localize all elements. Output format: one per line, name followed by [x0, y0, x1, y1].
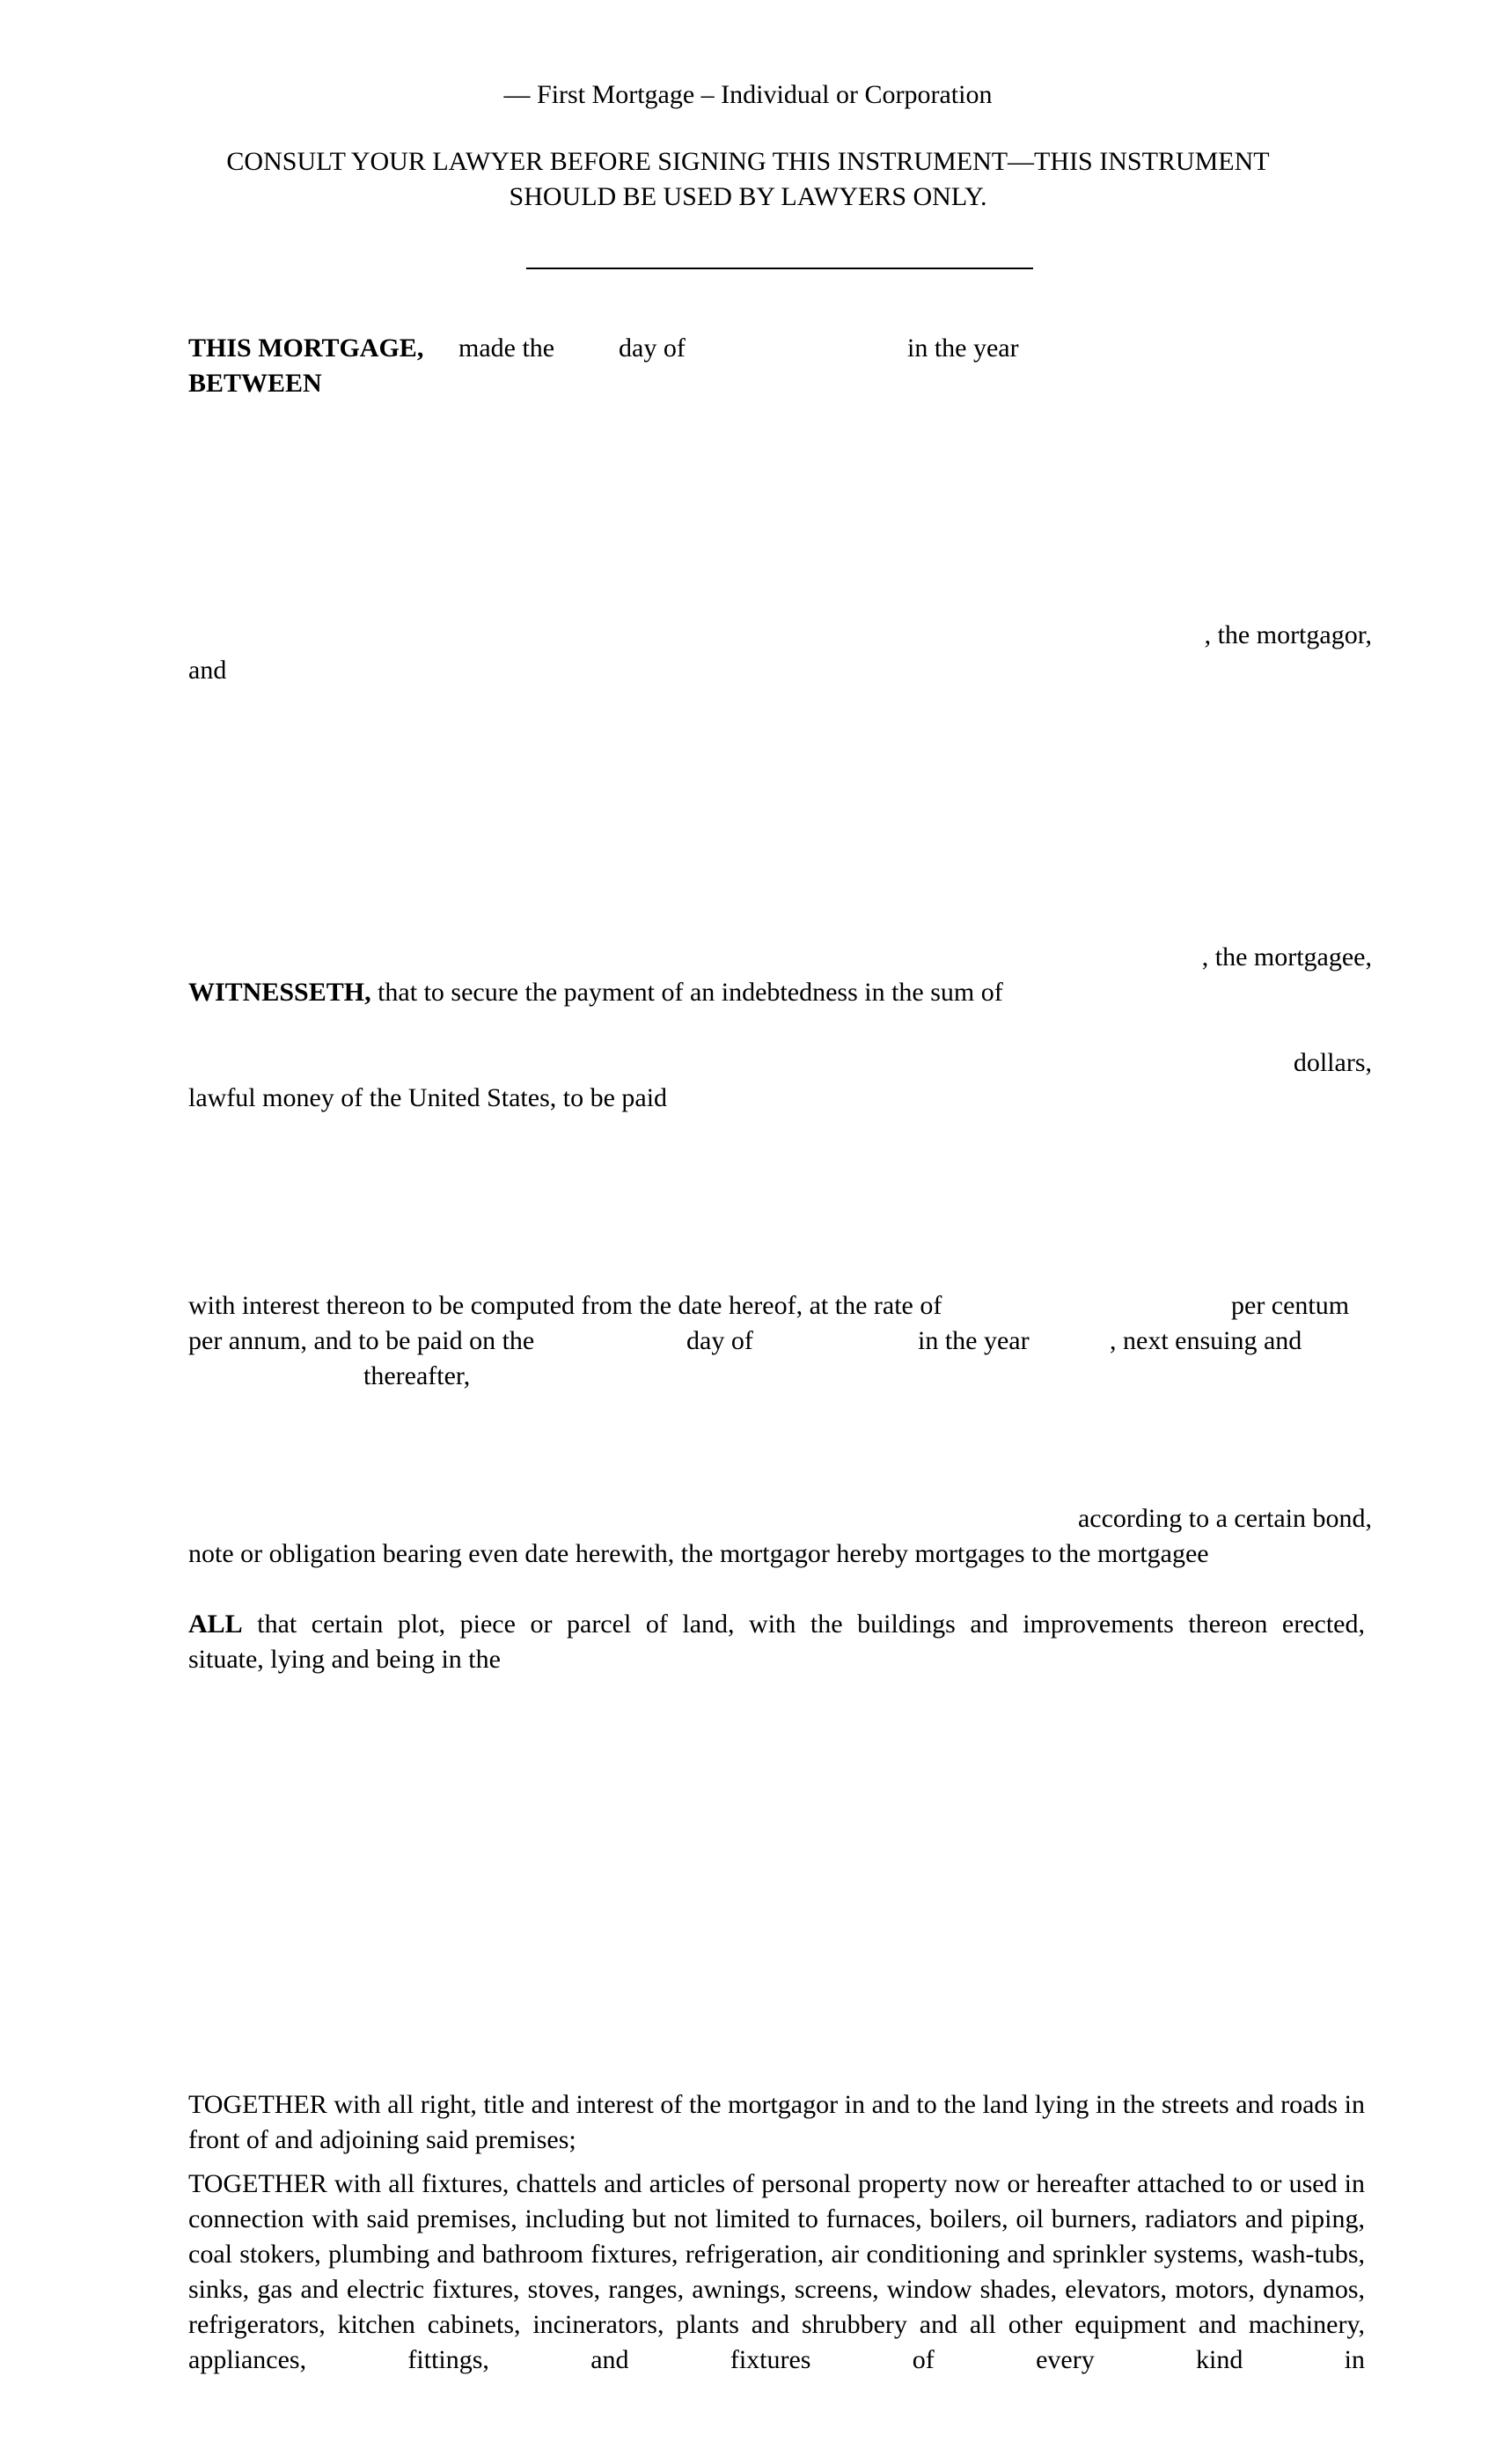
witnesseth-text: that to secure the payment of an indebtedness in the sum of: [378, 978, 1003, 1007]
between-label: BETWEEN: [188, 369, 322, 398]
and-text: and: [188, 656, 227, 685]
mortgagee-label: , the mortgagee,: [1201, 942, 1372, 972]
together-land-clause: TOGETHER with all right, title and interest of the mortgagor in and to the land lying in the streets and roads in front of and adjoining said premises;: [188, 2090, 1365, 2154]
next-ensuing-text: , next ensuing and: [1110, 1326, 1302, 1355]
all-clause-text: that certain plot, piece or parcel of land, with the buildings and improvements thereon erected,: [257, 1610, 1365, 1639]
warning-line-2: SHOULD BE USED BY LAWYERS ONLY.: [509, 182, 987, 211]
day-of-text: day of: [619, 334, 686, 363]
interest-day-of-text: day of: [686, 1326, 753, 1355]
all-clause-line-2: situate, lying and being in the: [188, 1645, 501, 1674]
all-clause-line-1: [188, 1607, 1365, 1642]
note-obligation-text: note or obligation bearing even date herewith, the mortgagor hereby mortgages to the mortgagee: [188, 1539, 1209, 1568]
interest-in-the-year-text: in the year: [918, 1326, 1030, 1355]
interest-line-1: with interest thereon to be computed from the date hereof, at the rate of: [188, 1291, 942, 1320]
according-to-bond-text: according to a certain bond,: [1077, 1504, 1372, 1533]
lawful-money-text: lawful money of the United States, to be paid: [188, 1083, 668, 1112]
per-annum-text: per annum, and to be paid on the: [188, 1326, 535, 1355]
in-the-year-text: in the year: [907, 334, 1019, 363]
together-fixtures-clause: TOGETHER with all fixtures, chattels and articles of personal property now or hereafter attached to or used in connection with said premises, including but not limited to furnaces, boilers, oil burners, radiators and piping, coal stokers, plumbing and bathroom fixtures, refrigeration, air conditioning and sprinkler systems, wash-tubs, sinks, gas and electric fixtures, stoves, ranges, awnings, screens, window shades, elevators, motors, dynamos, refrigerators, kitchen cabinets, incinerators, plants and shrubbery and all other equipment and machinery, appliances, fittings, and fixtures of every kind in: [188, 2169, 1365, 2374]
thereafter-text: thereafter,: [363, 1361, 471, 1390]
witnesseth-line: [188, 975, 1003, 1010]
this-mortgage-label: THIS MORTGAGE,: [188, 334, 424, 363]
form-title: — First Mortgage – Individual or Corporation: [503, 80, 993, 109]
all-label: ALL: [188, 1610, 243, 1639]
warning-line-1: CONSULT YOUR LAWYER BEFORE SIGNING THIS INSTRUMENT—THIS INSTRUMENT: [226, 147, 1270, 176]
mortgagor-label: , the mortgagor,: [1204, 620, 1372, 649]
dollars-text: dollars,: [1293, 1048, 1372, 1077]
made-the-text: made the: [458, 334, 555, 363]
header-divider: [526, 268, 1033, 269]
per-centum-text: per centum: [1231, 1291, 1350, 1320]
witnesseth-label: WITNESSETH,: [188, 978, 371, 1007]
